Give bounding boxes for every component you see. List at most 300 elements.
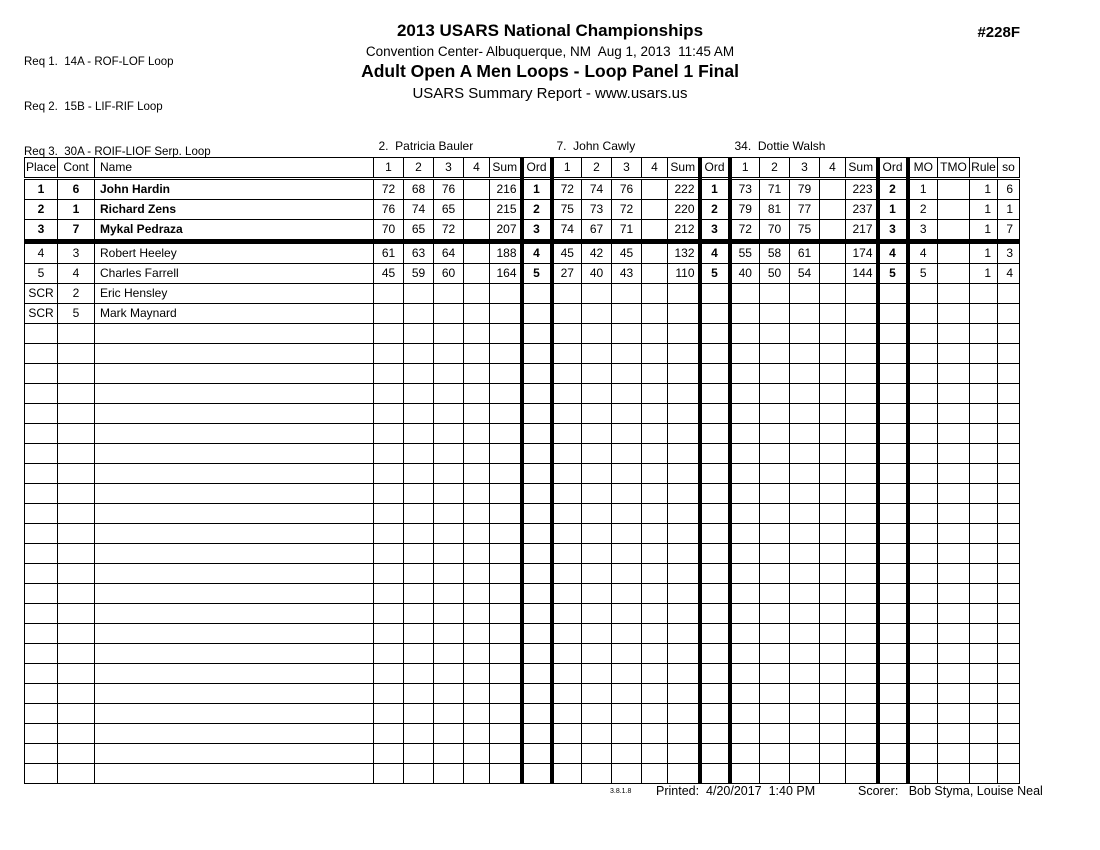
sum-cell-judge-1 bbox=[490, 743, 522, 763]
score-cell-judge-3-trial-3 bbox=[790, 443, 820, 463]
cont-cell bbox=[58, 543, 95, 563]
sum-cell-judge-3: 237 bbox=[846, 199, 878, 219]
ord-cell-judge-1 bbox=[522, 403, 552, 423]
so-cell bbox=[998, 503, 1020, 523]
so-cell bbox=[998, 543, 1020, 563]
score-cell-judge-1-trial-3: 60 bbox=[434, 263, 464, 283]
sum-cell-judge-1 bbox=[490, 363, 522, 383]
score-cell-judge-3-trial-2 bbox=[760, 643, 790, 663]
ord-cell-judge-1 bbox=[522, 523, 552, 543]
place-cell bbox=[25, 763, 58, 783]
ord-cell-judge-2 bbox=[700, 583, 730, 603]
mo-cell: 2 bbox=[908, 199, 938, 219]
place-cell bbox=[25, 423, 58, 443]
ord-cell-judge-1 bbox=[522, 663, 552, 683]
score-cell-judge-2-trial-4 bbox=[642, 303, 668, 323]
col-header-rule: Rule bbox=[970, 157, 998, 178]
score-cell-judge-3-trial-4 bbox=[820, 623, 846, 643]
place-cell: SCR bbox=[25, 303, 58, 323]
so-cell bbox=[998, 703, 1020, 723]
cont-cell: 3 bbox=[58, 241, 95, 263]
sum-cell-judge-1 bbox=[490, 683, 522, 703]
score-cell-judge-2-trial-2 bbox=[582, 423, 612, 443]
score-cell-judge-2-trial-2 bbox=[582, 543, 612, 563]
sum-cell-judge-1 bbox=[490, 703, 522, 723]
score-cell-judge-1-trial-3 bbox=[434, 683, 464, 703]
score-cell-judge-1-trial-3 bbox=[434, 603, 464, 623]
col-header-ord-judge-1: Ord bbox=[522, 157, 552, 178]
score-cell-judge-2-trial-4 bbox=[642, 263, 668, 283]
ord-cell-judge-3 bbox=[878, 523, 908, 543]
score-cell-judge-1-trial-2 bbox=[404, 623, 434, 643]
sum-cell-judge-2 bbox=[668, 523, 700, 543]
tmo-cell bbox=[938, 363, 970, 383]
sum-cell-judge-1 bbox=[490, 763, 522, 783]
score-cell-judge-2-trial-2: 42 bbox=[582, 241, 612, 263]
score-cell-judge-2-trial-2 bbox=[582, 623, 612, 643]
score-cell-judge-3-trial-2 bbox=[760, 543, 790, 563]
sum-cell-judge-3 bbox=[846, 363, 878, 383]
rule-cell bbox=[970, 543, 998, 563]
rule-cell bbox=[970, 403, 998, 423]
score-cell-judge-3-trial-3 bbox=[790, 683, 820, 703]
score-cell-judge-3-trial-1 bbox=[730, 683, 760, 703]
rule-cell bbox=[970, 643, 998, 663]
score-cell-judge-1-trial-1 bbox=[374, 643, 404, 663]
tmo-cell bbox=[938, 583, 970, 603]
score-cell-judge-1-trial-4 bbox=[464, 683, 490, 703]
name-cell: Robert Heeley bbox=[95, 241, 374, 263]
name-cell bbox=[95, 403, 374, 423]
name-cell: Mark Maynard bbox=[95, 303, 374, 323]
cont-cell bbox=[58, 763, 95, 783]
score-cell-judge-2-trial-2 bbox=[582, 303, 612, 323]
score-cell-judge-2-trial-4 bbox=[642, 743, 668, 763]
score-cell-judge-1-trial-1 bbox=[374, 523, 404, 543]
ord-cell-judge-1: 2 bbox=[522, 199, 552, 219]
name-cell bbox=[95, 703, 374, 723]
score-cell-judge-2-trial-3 bbox=[612, 463, 642, 483]
score-cell-judge-2-trial-1 bbox=[552, 763, 582, 783]
ord-cell-judge-1 bbox=[522, 623, 552, 643]
tmo-cell bbox=[938, 523, 970, 543]
score-cell-judge-1-trial-3 bbox=[434, 323, 464, 343]
score-cell-judge-1-trial-3 bbox=[434, 343, 464, 363]
tmo-cell bbox=[938, 303, 970, 323]
score-cell-judge-2-trial-2 bbox=[582, 283, 612, 303]
sum-cell-judge-1 bbox=[490, 343, 522, 363]
ord-cell-judge-2 bbox=[700, 603, 730, 623]
ord-cell-judge-1 bbox=[522, 583, 552, 603]
sum-cell-judge-2 bbox=[668, 383, 700, 403]
col-header-mo: MO bbox=[908, 157, 938, 178]
so-cell bbox=[998, 523, 1020, 543]
ord-cell-judge-3 bbox=[878, 463, 908, 483]
cont-cell bbox=[58, 343, 95, 363]
score-cell-judge-3-trial-4 bbox=[820, 343, 846, 363]
mo-cell bbox=[908, 763, 938, 783]
score-cell-judge-2-trial-1 bbox=[552, 323, 582, 343]
score-cell-judge-1-trial-3 bbox=[434, 723, 464, 743]
so-cell bbox=[998, 603, 1020, 623]
score-cell-judge-1-trial-4 bbox=[464, 663, 490, 683]
sum-cell-judge-1 bbox=[490, 403, 522, 423]
name-cell bbox=[95, 503, 374, 523]
score-cell-judge-2-trial-4 bbox=[642, 323, 668, 343]
score-cell-judge-1-trial-3 bbox=[434, 663, 464, 683]
so-cell bbox=[998, 763, 1020, 783]
score-cell-judge-1-trial-3 bbox=[434, 743, 464, 763]
col-header-trial-1-judge-2: 1 bbox=[552, 157, 582, 178]
so-cell: 6 bbox=[998, 178, 1020, 199]
score-cell-judge-2-trial-1 bbox=[552, 403, 582, 423]
spacer-left bbox=[25, 136, 374, 157]
score-cell-judge-1-trial-1: 45 bbox=[374, 263, 404, 283]
cont-cell bbox=[58, 463, 95, 483]
score-cell-judge-3-trial-4 bbox=[820, 603, 846, 623]
place-cell bbox=[25, 723, 58, 743]
ord-cell-judge-3 bbox=[878, 543, 908, 563]
so-cell: 7 bbox=[998, 219, 1020, 241]
score-cell-judge-1-trial-4 bbox=[464, 283, 490, 303]
rule-cell bbox=[970, 483, 998, 503]
col-header-so: so bbox=[998, 157, 1020, 178]
place-cell bbox=[25, 563, 58, 583]
score-cell-judge-2-trial-1 bbox=[552, 583, 582, 603]
empty-row bbox=[25, 643, 1020, 663]
score-cell-judge-3-trial-1 bbox=[730, 603, 760, 623]
rule-cell bbox=[970, 683, 998, 703]
empty-row bbox=[25, 663, 1020, 683]
tmo-cell bbox=[938, 443, 970, 463]
score-cell-judge-1-trial-3 bbox=[434, 443, 464, 463]
so-cell bbox=[998, 283, 1020, 303]
empty-row bbox=[25, 463, 1020, 483]
sum-cell-judge-3 bbox=[846, 603, 878, 623]
score-cell-judge-3-trial-3 bbox=[790, 623, 820, 643]
ord-cell-judge-3 bbox=[878, 723, 908, 743]
tmo-cell bbox=[938, 219, 970, 241]
mo-cell bbox=[908, 663, 938, 683]
cont-cell bbox=[58, 743, 95, 763]
rule-cell bbox=[970, 423, 998, 443]
col-header-trial-2-judge-1: 2 bbox=[404, 157, 434, 178]
score-cell-judge-2-trial-2 bbox=[582, 383, 612, 403]
name-cell: Eric Hensley bbox=[95, 283, 374, 303]
score-cell-judge-1-trial-1 bbox=[374, 543, 404, 563]
ord-cell-judge-2 bbox=[700, 623, 730, 643]
score-cell-judge-1-trial-2 bbox=[404, 283, 434, 303]
name-cell bbox=[95, 443, 374, 463]
rule-cell bbox=[970, 763, 998, 783]
sum-cell-judge-1: 216 bbox=[490, 178, 522, 199]
ord-cell-judge-2 bbox=[700, 443, 730, 463]
ord-cell-judge-2 bbox=[700, 483, 730, 503]
score-cell-judge-3-trial-4 bbox=[820, 503, 846, 523]
score-cell-judge-3-trial-3 bbox=[790, 583, 820, 603]
score-cell-judge-1-trial-2 bbox=[404, 323, 434, 343]
empty-row bbox=[25, 443, 1020, 463]
col-header-tmo: TMO bbox=[938, 157, 970, 178]
place-cell bbox=[25, 503, 58, 523]
score-cell-judge-3-trial-4 bbox=[820, 643, 846, 663]
result-row bbox=[25, 241, 1020, 263]
sum-cell-judge-1 bbox=[490, 323, 522, 343]
place-cell bbox=[25, 643, 58, 663]
col-header-trial-4-judge-1: 4 bbox=[464, 157, 490, 178]
ord-cell-judge-2 bbox=[700, 723, 730, 743]
so-cell bbox=[998, 583, 1020, 603]
score-cell-judge-1-trial-1: 76 bbox=[374, 199, 404, 219]
sum-cell-judge-1 bbox=[490, 283, 522, 303]
cont-cell bbox=[58, 423, 95, 443]
cont-cell bbox=[58, 683, 95, 703]
score-cell-judge-3-trial-2 bbox=[760, 283, 790, 303]
ord-cell-judge-3: 2 bbox=[878, 178, 908, 199]
tmo-cell bbox=[938, 623, 970, 643]
ord-cell-judge-2 bbox=[700, 403, 730, 423]
score-cell-judge-1-trial-2 bbox=[404, 403, 434, 423]
mo-cell: 1 bbox=[908, 178, 938, 199]
ord-cell-judge-1 bbox=[522, 443, 552, 463]
score-cell-judge-1-trial-4 bbox=[464, 263, 490, 283]
score-cell-judge-3-trial-4 bbox=[820, 483, 846, 503]
sum-cell-judge-2 bbox=[668, 283, 700, 303]
score-cell-judge-2-trial-2: 73 bbox=[582, 199, 612, 219]
ord-cell-judge-2 bbox=[700, 323, 730, 343]
rule-cell bbox=[970, 363, 998, 383]
ord-cell-judge-3 bbox=[878, 363, 908, 383]
rule-cell: 1 bbox=[970, 241, 998, 263]
score-cell-judge-1-trial-2 bbox=[404, 603, 434, 623]
ord-cell-judge-3 bbox=[878, 643, 908, 663]
score-cell-judge-3-trial-4 bbox=[820, 683, 846, 703]
ord-cell-judge-3 bbox=[878, 603, 908, 623]
ord-cell-judge-2 bbox=[700, 643, 730, 663]
score-cell-judge-3-trial-1 bbox=[730, 583, 760, 603]
score-cell-judge-3-trial-1 bbox=[730, 343, 760, 363]
so-cell bbox=[998, 563, 1020, 583]
score-cell-judge-1-trial-1 bbox=[374, 383, 404, 403]
empty-row bbox=[25, 323, 1020, 343]
place-cell bbox=[25, 523, 58, 543]
score-cell-judge-3-trial-2 bbox=[760, 383, 790, 403]
score-cell-judge-2-trial-2 bbox=[582, 523, 612, 543]
score-cell-judge-3-trial-4 bbox=[820, 563, 846, 583]
name-cell bbox=[95, 583, 374, 603]
score-cell-judge-2-trial-4 bbox=[642, 178, 668, 199]
cont-cell bbox=[58, 623, 95, 643]
score-cell-judge-3-trial-4 bbox=[820, 263, 846, 283]
score-cell-judge-2-trial-1 bbox=[552, 543, 582, 563]
rule-cell bbox=[970, 603, 998, 623]
tmo-cell bbox=[938, 241, 970, 263]
sum-cell-judge-3 bbox=[846, 743, 878, 763]
score-cell-judge-2-trial-3 bbox=[612, 343, 642, 363]
score-cell-judge-2-trial-4 bbox=[642, 763, 668, 783]
mo-cell bbox=[908, 323, 938, 343]
tmo-cell bbox=[938, 683, 970, 703]
so-cell bbox=[998, 723, 1020, 743]
score-cell-judge-1-trial-2 bbox=[404, 723, 434, 743]
printed-timestamp: Printed: 4/20/2017 1:40 PM bbox=[656, 784, 816, 798]
score-cell-judge-1-trial-4 bbox=[464, 723, 490, 743]
judge-name-row bbox=[25, 136, 1020, 157]
score-cell-judge-1-trial-1 bbox=[374, 303, 404, 323]
score-cell-judge-2-trial-2 bbox=[582, 723, 612, 743]
empty-row bbox=[25, 383, 1020, 403]
score-cell-judge-2-trial-3 bbox=[612, 543, 642, 563]
tmo-cell bbox=[938, 383, 970, 403]
cont-cell bbox=[58, 563, 95, 583]
score-cell-judge-1-trial-1 bbox=[374, 423, 404, 443]
score-cell-judge-2-trial-4 bbox=[642, 383, 668, 403]
sum-cell-judge-2 bbox=[668, 563, 700, 583]
mo-cell bbox=[908, 283, 938, 303]
col-header-trial-1-judge-3: 1 bbox=[730, 157, 760, 178]
empty-row bbox=[25, 483, 1020, 503]
ord-cell-judge-3 bbox=[878, 443, 908, 463]
rule-cell: 1 bbox=[970, 263, 998, 283]
score-cell-judge-3-trial-2: 50 bbox=[760, 263, 790, 283]
col-header-trial-3-judge-2: 3 bbox=[612, 157, 642, 178]
column-header-row bbox=[25, 157, 1020, 178]
ord-cell-judge-1 bbox=[522, 563, 552, 583]
score-cell-judge-1-trial-4 bbox=[464, 241, 490, 263]
name-cell bbox=[95, 343, 374, 363]
place-cell bbox=[25, 603, 58, 623]
sum-cell-judge-3 bbox=[846, 303, 878, 323]
sum-cell-judge-1 bbox=[490, 603, 522, 623]
mo-cell bbox=[908, 363, 938, 383]
score-cell-judge-3-trial-3 bbox=[790, 743, 820, 763]
score-cell-judge-2-trial-2: 67 bbox=[582, 219, 612, 241]
score-cell-judge-3-trial-4 bbox=[820, 763, 846, 783]
score-cell-judge-2-trial-3 bbox=[612, 763, 642, 783]
score-cell-judge-3-trial-4 bbox=[820, 199, 846, 219]
so-cell: 3 bbox=[998, 241, 1020, 263]
sum-cell-judge-3 bbox=[846, 643, 878, 663]
empty-row bbox=[25, 363, 1020, 383]
score-cell-judge-3-trial-3: 77 bbox=[790, 199, 820, 219]
sum-cell-judge-2 bbox=[668, 763, 700, 783]
score-cell-judge-3-trial-3 bbox=[790, 543, 820, 563]
sum-cell-judge-1: 164 bbox=[490, 263, 522, 283]
mo-cell bbox=[908, 683, 938, 703]
score-cell-judge-3-trial-4 bbox=[820, 303, 846, 323]
col-header-trial-4-judge-2: 4 bbox=[642, 157, 668, 178]
score-cell-judge-1-trial-4 bbox=[464, 463, 490, 483]
sum-cell-judge-3 bbox=[846, 623, 878, 643]
score-cell-judge-2-trial-4 bbox=[642, 283, 668, 303]
sum-cell-judge-1 bbox=[490, 643, 522, 663]
score-cell-judge-1-trial-1 bbox=[374, 563, 404, 583]
score-cell-judge-2-trial-2: 74 bbox=[582, 178, 612, 199]
score-cell-judge-3-trial-3 bbox=[790, 503, 820, 523]
sum-cell-judge-2: 222 bbox=[668, 178, 700, 199]
score-cell-judge-1-trial-4 bbox=[464, 363, 490, 383]
score-cell-judge-2-trial-2 bbox=[582, 603, 612, 623]
score-cell-judge-1-trial-3: 65 bbox=[434, 199, 464, 219]
score-cell-judge-1-trial-2 bbox=[404, 703, 434, 723]
score-cell-judge-3-trial-3 bbox=[790, 323, 820, 343]
score-cell-judge-1-trial-2 bbox=[404, 443, 434, 463]
score-cell-judge-3-trial-1 bbox=[730, 523, 760, 543]
score-cell-judge-2-trial-2 bbox=[582, 503, 612, 523]
score-cell-judge-3-trial-2: 70 bbox=[760, 219, 790, 241]
sum-cell-judge-1 bbox=[490, 423, 522, 443]
score-cell-judge-2-trial-1 bbox=[552, 663, 582, 683]
score-cell-judge-1-trial-4 bbox=[464, 743, 490, 763]
ord-cell-judge-2 bbox=[700, 503, 730, 523]
empty-row bbox=[25, 723, 1020, 743]
tmo-cell bbox=[938, 199, 970, 219]
score-cell-judge-1-trial-4 bbox=[464, 323, 490, 343]
mo-cell: 3 bbox=[908, 219, 938, 241]
col-header-name: Name bbox=[95, 157, 374, 178]
requirement-line-3: Req 3. 30A - ROIF-LIOF Serp. Loop bbox=[24, 146, 211, 158]
score-cell-judge-1-trial-2 bbox=[404, 523, 434, 543]
sum-cell-judge-2 bbox=[668, 343, 700, 363]
score-cell-judge-1-trial-3 bbox=[434, 643, 464, 663]
score-cell-judge-2-trial-4 bbox=[642, 443, 668, 463]
ord-cell-judge-2 bbox=[700, 763, 730, 783]
score-cell-judge-2-trial-1: 27 bbox=[552, 263, 582, 283]
cont-cell: 1 bbox=[58, 199, 95, 219]
ord-cell-judge-2: 3 bbox=[700, 219, 730, 241]
score-cell-judge-3-trial-2 bbox=[760, 503, 790, 523]
tmo-cell bbox=[938, 403, 970, 423]
score-cell-judge-1-trial-3 bbox=[434, 763, 464, 783]
score-cell-judge-2-trial-1 bbox=[552, 743, 582, 763]
sum-cell-judge-2 bbox=[668, 503, 700, 523]
score-cell-judge-3-trial-1 bbox=[730, 623, 760, 643]
sum-cell-judge-1 bbox=[490, 383, 522, 403]
ord-cell-judge-1 bbox=[522, 283, 552, 303]
score-cell-judge-1-trial-1 bbox=[374, 703, 404, 723]
software-version: 3.8.1.8 bbox=[610, 788, 632, 795]
score-cell-judge-3-trial-1 bbox=[730, 283, 760, 303]
name-cell bbox=[95, 743, 374, 763]
score-cell-judge-1-trial-4 bbox=[464, 423, 490, 443]
rule-cell bbox=[970, 743, 998, 763]
score-cell-judge-3-trial-3 bbox=[790, 563, 820, 583]
mo-cell bbox=[908, 523, 938, 543]
so-cell bbox=[998, 383, 1020, 403]
ord-cell-judge-1 bbox=[522, 463, 552, 483]
score-cell-judge-3-trial-1 bbox=[730, 423, 760, 443]
score-cell-judge-2-trial-2 bbox=[582, 743, 612, 763]
rule-cell: 1 bbox=[970, 219, 998, 241]
sum-cell-judge-2 bbox=[668, 583, 700, 603]
score-cell-judge-1-trial-1 bbox=[374, 463, 404, 483]
ord-cell-judge-1 bbox=[522, 323, 552, 343]
score-cell-judge-3-trial-3: 75 bbox=[790, 219, 820, 241]
sum-cell-judge-2 bbox=[668, 643, 700, 663]
cont-cell bbox=[58, 483, 95, 503]
result-row bbox=[25, 178, 1020, 199]
score-cell-judge-3-trial-2 bbox=[760, 743, 790, 763]
sum-cell-judge-2 bbox=[668, 463, 700, 483]
score-cell-judge-1-trial-2: 59 bbox=[404, 263, 434, 283]
col-header-sum-judge-3: Sum bbox=[846, 157, 878, 178]
ord-cell-judge-2: 5 bbox=[700, 263, 730, 283]
ord-cell-judge-3 bbox=[878, 563, 908, 583]
sum-cell-judge-3: 144 bbox=[846, 263, 878, 283]
score-cell-judge-1-trial-2 bbox=[404, 503, 434, 523]
score-cell-judge-2-trial-1 bbox=[552, 483, 582, 503]
score-cell-judge-2-trial-1 bbox=[552, 703, 582, 723]
